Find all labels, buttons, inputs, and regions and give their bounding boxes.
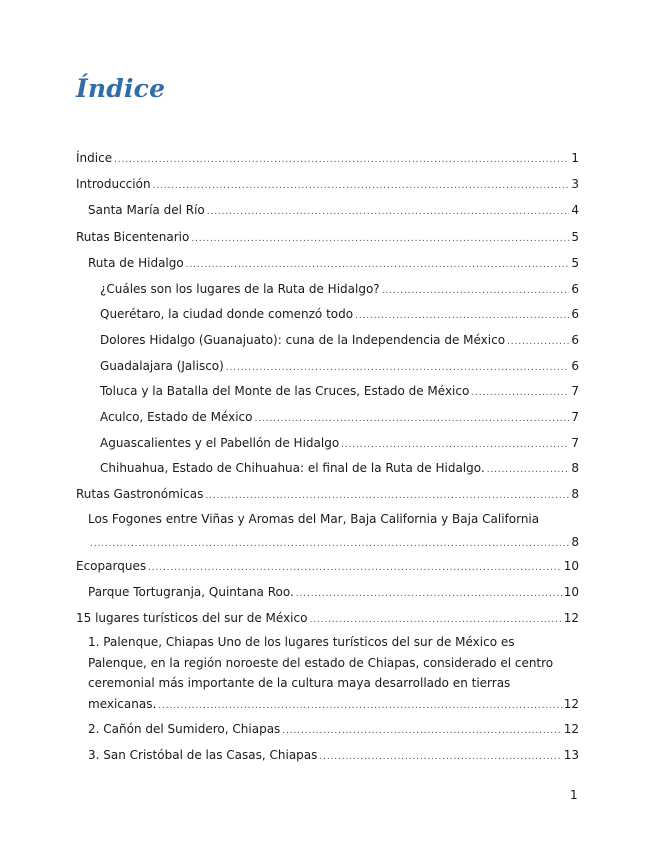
toc-entry-label: Aguascalientes y el Pabellón de Hidalgo (100, 436, 340, 450)
toc-entry-page: 5 (571, 256, 579, 270)
toc-entry-label: 3. San Cristóbal de las Casas, Chiapas (88, 748, 318, 762)
toc-entry-page: 6 (571, 333, 579, 347)
toc-entry-rutas-bicentenario[interactable] (76, 229, 579, 247)
toc-entry-canon-sumidero[interactable] (88, 721, 579, 739)
toc-entry-page: 10 (563, 559, 579, 573)
toc-leader-dots (186, 257, 570, 273)
toc-entry-san-cristobal[interactable] (88, 747, 579, 765)
toc-entry-label: Dolores Hidalgo (Guanajuato): cuna de la Independencia de México (100, 333, 506, 347)
toc-leader-dots (507, 334, 569, 350)
toc-entry-page: 3 (571, 177, 579, 191)
toc-leader-dots (114, 152, 569, 168)
toc-entry-label: Aculco, Estado de México (100, 410, 253, 424)
toc-entry-ecoparques[interactable] (76, 558, 579, 576)
toc-leader-dots (296, 586, 562, 602)
toc-leader-dots (254, 411, 569, 427)
toc-leader-dots (148, 560, 562, 576)
toc-entry-label: Guadalajara (Jalisco) (100, 359, 224, 373)
toc-entry-label-line: ceremonial más importante de la cultura maya desarrollado en tierras (88, 676, 511, 690)
toc-leader-dots (319, 749, 561, 765)
toc-leader-dots (158, 696, 561, 717)
toc-leader-dots (153, 178, 570, 194)
toc-entry-page: 8 (571, 461, 579, 475)
toc-entry-label-line: Palenque, en la región noroeste del estado de Chiapas, considerado el centro (88, 655, 554, 670)
toc-entry-label: Santa María del Río (88, 203, 205, 217)
toc-leader-dots (226, 360, 570, 376)
toc-leader-dots (90, 533, 569, 556)
toc-leader-dots (471, 385, 569, 401)
toc-entry-label-line: mexicanas. (88, 696, 157, 711)
toc-entry-label: Toluca y la Batalla del Monte de las Cruces, Estado de México (100, 384, 470, 398)
toc-entry-aguascalientes[interactable] (100, 435, 579, 453)
toc-entry-page: 12 (563, 611, 579, 625)
toc-entry-dolores-hidalgo[interactable] (100, 332, 579, 350)
toc-leader-dots (191, 231, 569, 247)
toc-leader-dots (487, 462, 570, 478)
toc-entry-label: Los Fogones entre Viñas y Aromas del Mar, Baja California y Baja California (88, 512, 540, 526)
toc-entry-label: 15 lugares turísticos del sur de México (76, 611, 308, 625)
toc-entry-tortugranja[interactable] (88, 584, 579, 602)
toc-entry-fogones[interactable] (88, 508, 579, 556)
toc-entry-label: Introducción (76, 177, 151, 191)
toc-leader-dots (382, 283, 570, 299)
toc-entry-label: ¿Cuáles son los lugares de la Ruta de Hidalgo? (100, 282, 380, 296)
toc-entry-page: 12 (563, 696, 579, 711)
toc-entry-page: 6 (571, 282, 579, 296)
toc-entry-leader-line (88, 531, 579, 556)
toc-entry-page: 8 (571, 487, 579, 501)
toc-entry-page: 12 (563, 722, 579, 736)
toc-entry-label: Rutas Bicentenario (76, 230, 190, 244)
toc-leader-dots (341, 437, 569, 453)
toc-entry-label-line: 1. Palenque, Chiapas Uno de los lugares turísticos del sur de México es (88, 635, 515, 649)
toc-entry-toluca[interactable] (100, 383, 579, 401)
toc-entry-page: 5 (571, 230, 579, 244)
toc-entry-palenque[interactable] (88, 632, 579, 716)
toc-entry-label: Parque Tortugranja, Quintana Roo. (88, 585, 294, 599)
toc-entry-lugares-ruta[interactable] (100, 281, 579, 299)
footer-page-number: 1 (570, 788, 578, 802)
toc-entry-page: 8 (571, 535, 579, 549)
toc-entry-rutas-gastronomicas[interactable] (76, 486, 579, 504)
toc-entry-leader-line (88, 694, 579, 717)
toc-leader-dots (205, 488, 569, 504)
toc-entry-label: Rutas Gastronómicas (76, 487, 204, 501)
toc-entry-page: 6 (571, 307, 579, 321)
toc-leader-dots (309, 612, 561, 628)
toc-entry-page: 4 (571, 203, 579, 217)
toc-entry-aculco[interactable] (100, 409, 579, 427)
toc-entry-page: 6 (571, 359, 579, 373)
toc-entry-page: 1 (571, 151, 579, 165)
toc-entry-chihuahua[interactable] (100, 460, 579, 478)
toc-entry-page: 7 (571, 436, 579, 450)
toc-entry-label: Chihuahua, Estado de Chihuahua: el final de la Ruta de Hidalgo. (100, 461, 485, 475)
toc-entry-label: Ruta de Hidalgo (88, 256, 184, 270)
toc-entry-queretaro[interactable] (100, 306, 579, 324)
toc-entry-ruta-hidalgo[interactable] (88, 255, 579, 273)
toc-entry-label: 2. Cañón del Sumidero, Chiapas (88, 722, 281, 736)
toc-entry-page: 10 (563, 585, 579, 599)
toc-entry-page: 7 (571, 384, 579, 398)
toc-entry-guadalajara[interactable] (100, 358, 579, 376)
toc-entry-page: 13 (563, 748, 579, 762)
toc-entry-indice[interactable] (76, 150, 579, 168)
toc-leader-dots (207, 204, 570, 220)
toc-entry-label: Ecoparques (76, 559, 147, 573)
toc-entry-15-lugares[interactable] (76, 610, 579, 628)
toc-entry-label: Querétaro, la ciudad donde comenzó todo (100, 307, 354, 321)
toc-entry-introduccion[interactable] (76, 176, 579, 194)
toc-leader-dots (355, 308, 569, 324)
toc-leader-dots (282, 723, 561, 739)
page-title: Índice (76, 74, 166, 103)
toc-entry-page: 7 (571, 410, 579, 424)
toc-entry-label: Índice (76, 151, 113, 165)
toc-entry-santa-maria[interactable] (88, 202, 579, 220)
